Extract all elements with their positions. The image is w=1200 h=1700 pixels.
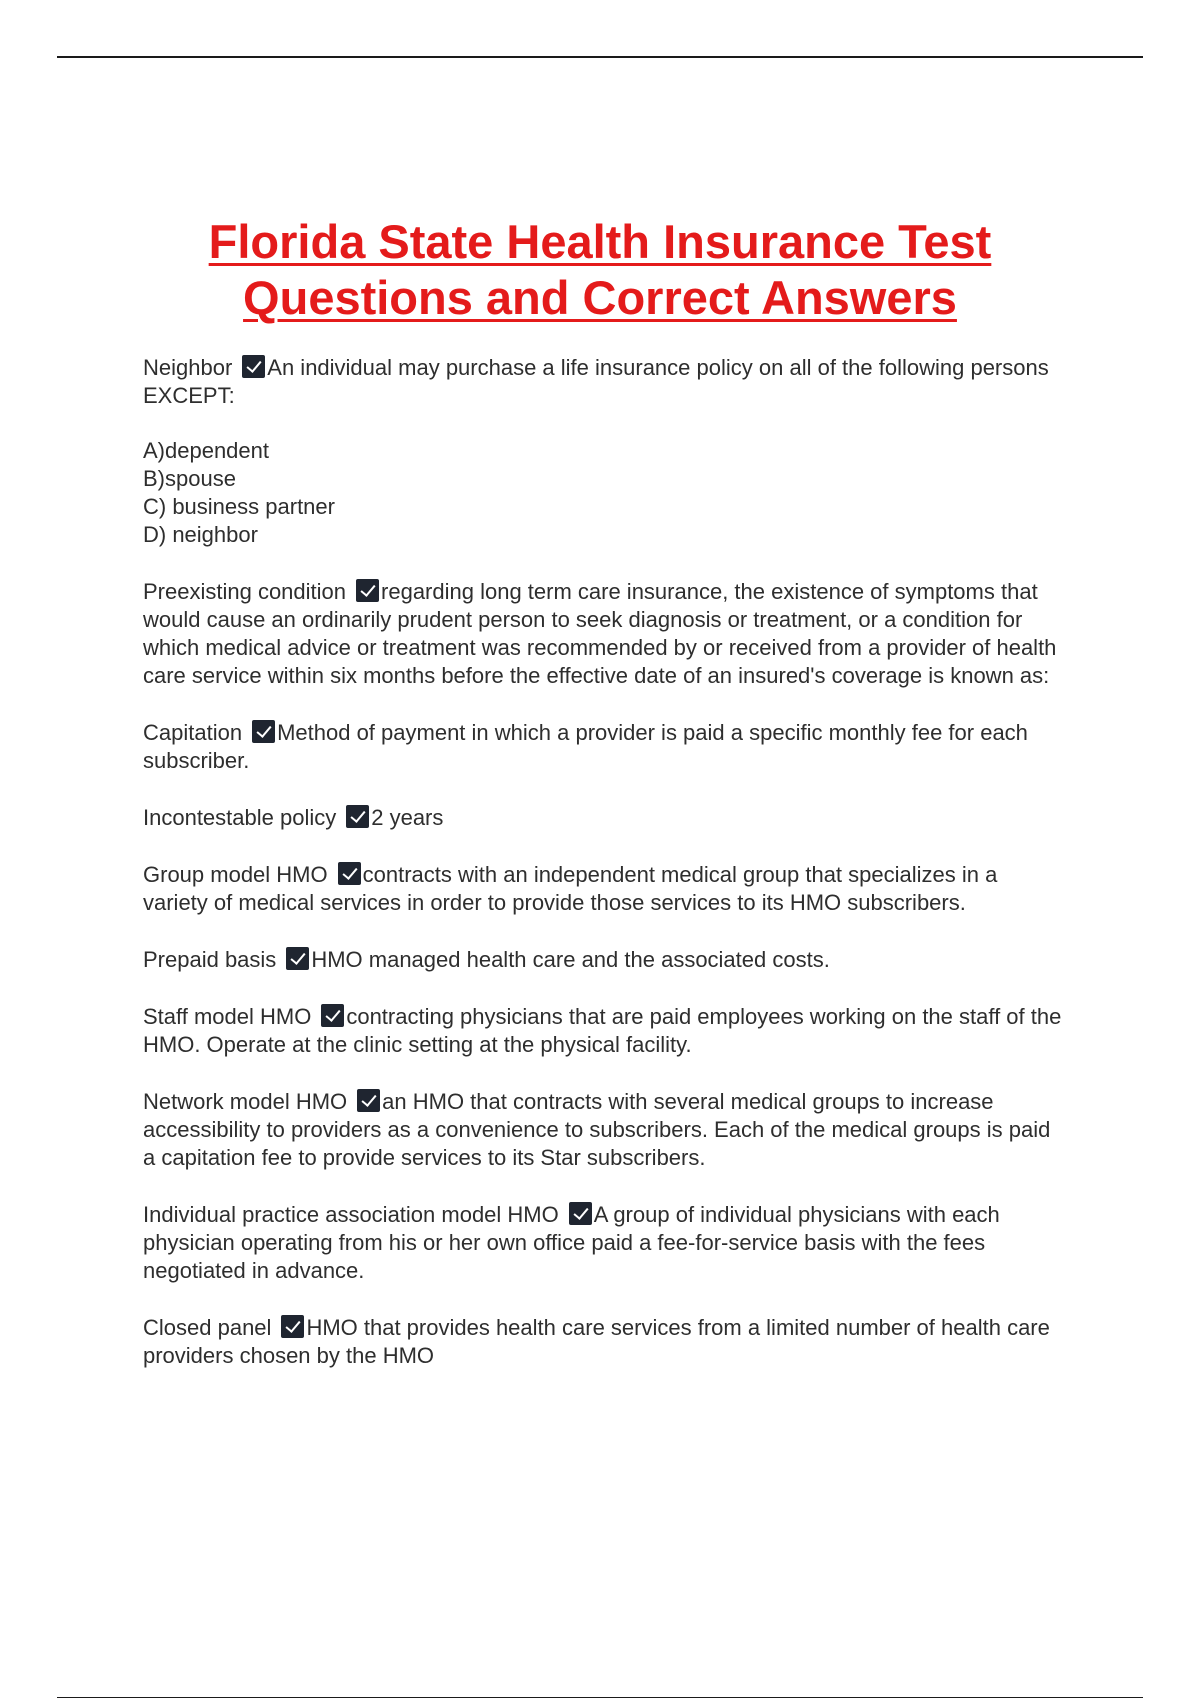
- qa-entry: [143, 1088, 1063, 1172]
- entry-term: Network model HMO: [143, 1089, 348, 1114]
- option-c: C) business partner: [143, 494, 335, 519]
- entry-definition: contracts with an independent medical group that specializes in a variety of medical services in order to provide those services to its HMO subscribers.: [143, 862, 998, 915]
- bottom-rule: [57, 1697, 1143, 1698]
- qa-list: [143, 354, 1063, 1399]
- entry-term: Closed panel: [143, 1315, 272, 1340]
- document-title: [0, 214, 1200, 326]
- entry-term: Group model HMO: [143, 862, 328, 887]
- entry-term: Capitation: [143, 720, 243, 745]
- qa-entry: [143, 1201, 1063, 1285]
- entry-definition: HMO that provides health care services from a limited number of health care providers chosen by the HMO: [143, 1315, 1050, 1368]
- entry-definition: HMO managed health care and the associated costs.: [311, 947, 830, 972]
- checkmark-icon: [252, 720, 275, 743]
- checkmark-icon: [281, 1315, 304, 1338]
- qa-entry: [143, 354, 1063, 549]
- entry-definition: Method of payment in which a provider is paid a specific monthly fee for each subscriber.: [143, 720, 1028, 773]
- qa-entry: [143, 1314, 1063, 1370]
- entry-term: Individual practice association model HMO: [143, 1202, 559, 1227]
- checkmark-icon: [338, 862, 361, 885]
- checkmark-icon: [569, 1202, 592, 1225]
- entry-definition: 2 years: [371, 805, 444, 830]
- option-d: D) neighbor: [143, 522, 258, 547]
- answer-options: [143, 437, 1063, 549]
- entry-definition: an HMO that contracts with several medical groups to increase accessibility to providers as a convenience to subscribers. Each of the medical groups is paid a capitation fee to provide services to its Star subscribers.: [143, 1089, 1051, 1170]
- qa-entry: [143, 804, 1063, 832]
- option-b: B)spouse: [143, 466, 236, 491]
- checkmark-icon: [242, 355, 265, 378]
- qa-entry: [143, 861, 1063, 917]
- entry-definition: regarding long term care insurance, the existence of symptoms that would cause an ordinarily prudent person to seek diagnosis or treatment, or a condition for which medical advice or treatment was recommended by or received from a provider of health care service within six months before the effective date of an insured's coverage is known as:: [143, 579, 1057, 688]
- entry-definition: contracting physicians that are paid employees working on the staff of the HMO. Operate at the clinic setting at the physical facility.: [143, 1004, 1062, 1057]
- checkmark-icon: [321, 1004, 344, 1027]
- checkmark-icon: [357, 1089, 380, 1112]
- entry-term: Staff model HMO: [143, 1004, 312, 1029]
- checkmark-icon: [356, 579, 379, 602]
- checkmark-icon: [286, 947, 309, 970]
- qa-entry: [143, 719, 1063, 775]
- top-rule: [57, 56, 1143, 58]
- entry-definition: An individual may purchase a life insurance policy on all of the following persons EXCEPT:: [143, 355, 1049, 408]
- qa-entry: [143, 946, 1063, 974]
- checkmark-icon: [346, 805, 369, 828]
- entry-term: Prepaid basis: [143, 947, 277, 972]
- title-line-2: Questions and Correct Answers: [243, 271, 957, 324]
- qa-entry: [143, 1003, 1063, 1059]
- title-line-1: Florida State Health Insurance Test: [208, 215, 992, 268]
- entry-term: Incontestable policy: [143, 805, 337, 830]
- entry-definition: A group of individual physicians with each physician operating from his or her own office paid a fee-for-service basis with the fees negotiated in advance.: [143, 1202, 1000, 1283]
- qa-entry: [143, 578, 1063, 690]
- option-a: A)dependent: [143, 438, 269, 463]
- entry-term: Preexisting condition: [143, 579, 347, 604]
- entry-term: Neighbor: [143, 355, 233, 380]
